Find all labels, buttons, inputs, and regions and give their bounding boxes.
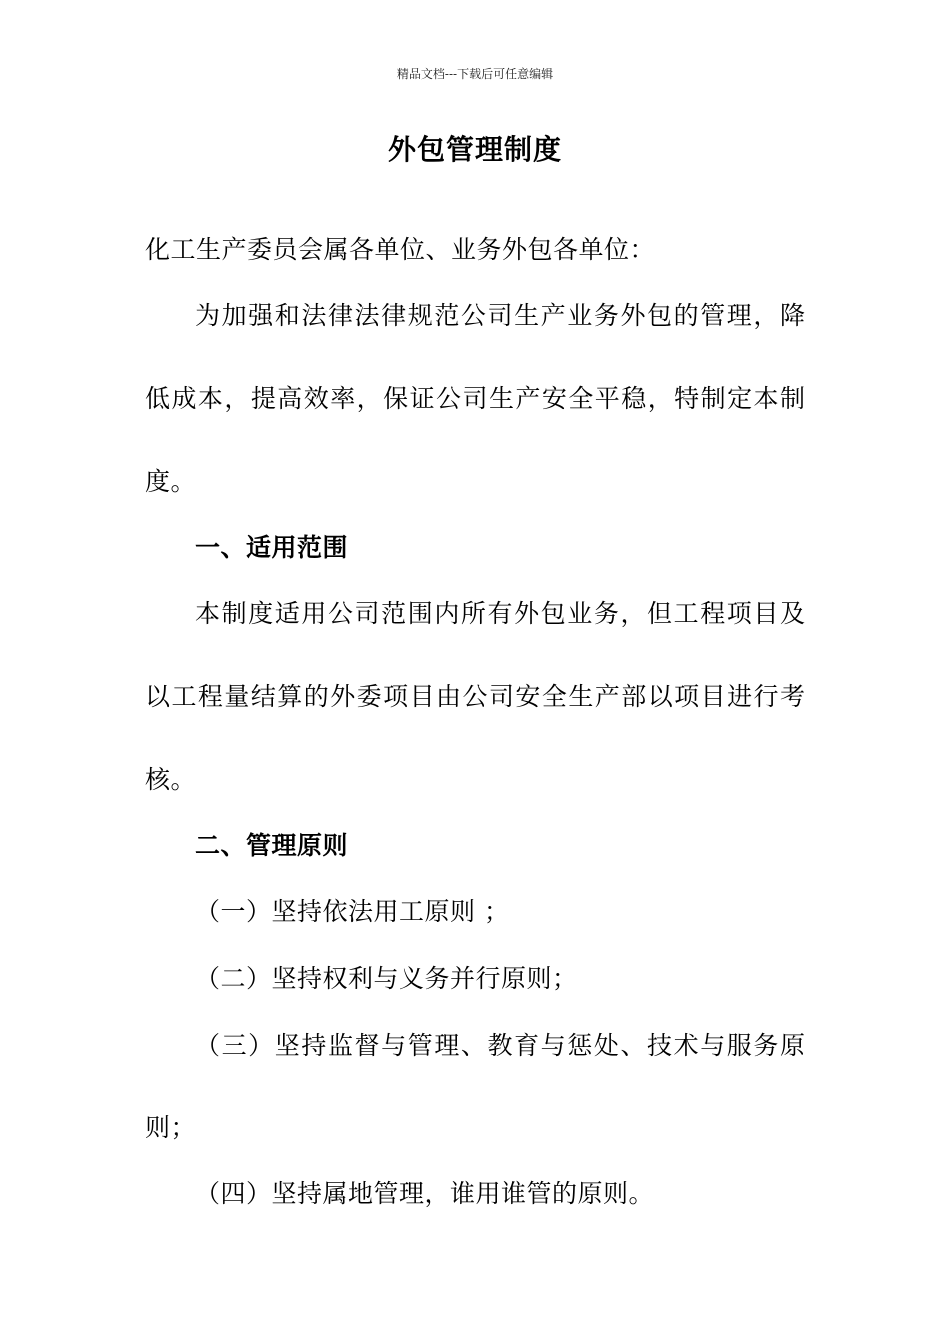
page-header: 精品文档---下载后可任意编辑 — [396, 67, 554, 81]
intro-line-3: 度。 — [145, 467, 197, 496]
principle-item-2: （二）坚持权利与义务并行原则； — [195, 964, 578, 993]
section-2-heading: 二、管理原则 — [195, 831, 349, 860]
intro-line-2: 低成本，提高效率，保证公司生产安全平稳，特制定本制 — [145, 384, 805, 413]
principle-item-1: （一）坚持依法用工原则 ； — [195, 897, 510, 926]
section-1-line-3: 核。 — [145, 765, 197, 794]
principle-item-4: （四）坚持属地管理，谁用谁管的原则。 — [195, 1179, 655, 1208]
intro-line-1: 为加强和法律法律规范公司生产业务外包的管理，降 — [195, 301, 805, 330]
principle-item-3-line-1: （三）坚持监督与管理、教育与惩处、技术与服务原 — [195, 1031, 805, 1060]
salutation: 化工生产委员会属各单位、业务外包各单位： — [145, 235, 656, 264]
principle-item-3-line-2: 则； — [145, 1113, 197, 1142]
section-1-line-1: 本制度适用公司范围内所有外包业务，但工程项目及 — [195, 599, 805, 628]
section-1-heading: 一、适用范围 — [195, 533, 349, 562]
section-1-line-2: 以工程量结算的外委项目由公司安全生产部以项目进行考 — [145, 682, 805, 711]
document-title: 外包管理制度 — [387, 133, 562, 166]
